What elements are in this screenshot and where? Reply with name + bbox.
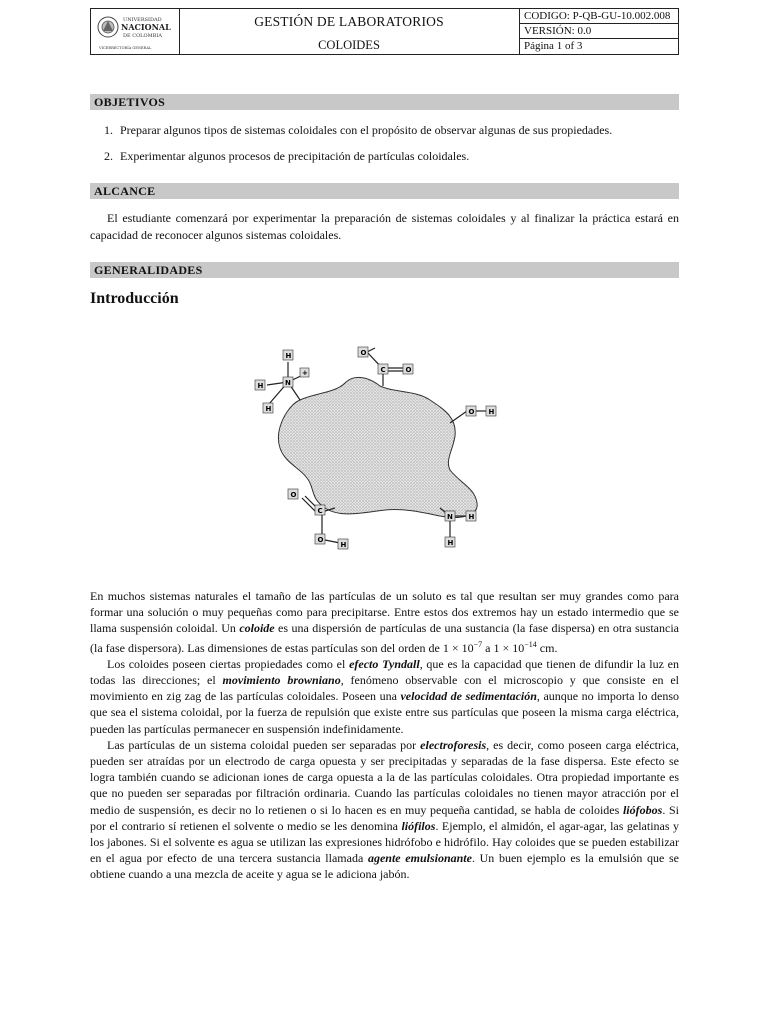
- svg-text:DE COLOMBIA: DE COLOMBIA: [123, 33, 162, 39]
- svg-text:O: O: [290, 491, 297, 499]
- document-header: [90, 8, 679, 55]
- svg-text:O: O: [468, 408, 475, 416]
- atom-o: [403, 364, 413, 374]
- atom-o: [315, 534, 325, 544]
- svg-text:O: O: [360, 349, 367, 357]
- atom-h: [283, 350, 293, 360]
- svg-text:N: N: [285, 379, 291, 387]
- svg-text:H: H: [257, 382, 264, 390]
- body-text: [90, 588, 679, 883]
- svg-text:C: C: [317, 507, 323, 515]
- svg-text:VICERRECTORÍA GENERAL: VICERRECTORÍA GENERAL: [99, 46, 152, 50]
- document-code: CODIGO: P-QB-GU-10.002.008: [519, 9, 678, 24]
- university-seal-icon: [91, 9, 179, 54]
- document-version: VERSIÓN: 0.0: [519, 24, 678, 39]
- paragraph: Las partículas de un sistema coloidal pueden ser separadas por electroforesis, es decir, como poseen carga eléctrica, pueden ser atraídas por un electrodo de carga opuesta y ser precipitadas y separadas de la fase dispersa. Este efecto se logra también cuando se adicionan iones de carga opuesta a la de las partículas coloidales. Otra propiedad importante es que no pueden ser separadas por filtración ordinaria. Cuando las partículas coloidales no tienen mayor atracción por el medio de suspensión, es decir no lo retienen o si lo hacen es en muy pequeña cantidad, se habla de coloides liófobos. Si por el contrario sí retienen el solvente o medio se les denomina liófilos. Ejemplo, el almidón, el agar-agar, las gelatinas y los jabones. Si el solvente es agua se utilizan las expresiones hidrófobo e hidrófilo. Hay coloides que se pueden estabilizar en el agua por efecto de una tercera sustancia llamada agente emulsionante. Un buen ejemplo es la emulsión que se obtiene cuando a una mezcla de aceite y agua se le adiciona jabón.: [90, 737, 679, 882]
- document-subtitle: COLOIDES: [318, 38, 380, 52]
- svg-text:H: H: [447, 539, 454, 547]
- atom-n: [445, 511, 455, 521]
- paragraph: En muchos sistemas naturales el tamaño de las partículas de un soluto es tal que resultan ser muy grandes como para formar una solución o muy pequeñas como para precipitarse. Entre estos dos extremos hay un estado intermedio que se llama suspensión coloidal. Un coloide es una dispersión de partículas de una sustancia (la fase dispersa) en otra sustancia (la fase dispersora). Las dimensiones de estas partículas son del orden de $1 \times 10^{-7}$ a $1 \times 10^{-14}$ cm.: [90, 589, 679, 655]
- section-alcance-header: ALCANCE: [90, 183, 679, 199]
- page-number: Página 1 of 3: [524, 40, 583, 52]
- atom-h: [338, 539, 348, 549]
- term-liofilos: liófilos: [401, 818, 436, 833]
- university-logo: [91, 9, 180, 54]
- atom-h: [263, 403, 273, 413]
- svg-text:N: N: [447, 513, 453, 521]
- document-title: GESTIÓN DE LABORATORIOS: [254, 14, 444, 29]
- list-text: Experimentar algunos procesos de precipitación de partículas coloidales.: [120, 149, 470, 163]
- svg-text:C: C: [380, 366, 386, 374]
- term-coloide: coloide: [239, 621, 275, 636]
- objective-item: [104, 148, 469, 164]
- term-liofobos: liófobos: [622, 802, 663, 817]
- atom-h: [466, 511, 476, 521]
- svg-text:H: H: [488, 408, 495, 416]
- svg-text:O: O: [317, 536, 324, 544]
- term-agente-emulsionante: agente emulsionante: [367, 851, 472, 866]
- svg-text:O: O: [405, 366, 412, 374]
- paragraph: Los coloides poseen ciertas propiedades como el efecto Tyndall, que es la capacidad que tienen de difundir la luz en todas las direcciones; el movimiento browniano, fenómeno observable con el microscopio y que consiste en el movimiento en zig zag de las partículas coloidales. Poseen una velocidad de sedimentación, aunque no importa lo denso que sea el sistema coloidal, por la fuerza de repulsión que existe entre sus partículas que poseen la misma carga eléctrica, pueden las partículas permanecer en suspensión indefinidamente.: [90, 656, 680, 736]
- svg-text:+: +: [302, 369, 308, 377]
- atom-h: [445, 537, 455, 547]
- section-generalidades-header: GENERALIDADES: [90, 262, 679, 278]
- term-efecto-tyndall: efecto Tyndall: [349, 656, 420, 671]
- subsection-title: Introducción: [90, 290, 179, 307]
- list-number: 1.: [104, 123, 113, 137]
- atom-c: [378, 364, 388, 374]
- section-objetivos-header: OBJETIVOS: [90, 94, 679, 110]
- atom-o: [466, 406, 476, 416]
- svg-text:H: H: [340, 541, 347, 549]
- atom-o: [288, 489, 298, 499]
- svg-text:H: H: [468, 513, 475, 521]
- svg-text:H: H: [265, 405, 272, 413]
- term-electroforesis: electroforesis: [420, 737, 487, 752]
- atom-o: [358, 347, 368, 357]
- alcance-paragraph: El estudiante comenzará por experimentar la preparación de sistemas coloidales y al finalizar la práctica estará en capacidad de reconocer algunos sistemas coloidales.: [90, 211, 679, 242]
- list-text: Preparar algunos tipos de sistemas coloidales con el propósito de observar algunas de sus propiedades.: [120, 123, 613, 137]
- svg-text:H: H: [285, 352, 292, 360]
- atom-n: [283, 377, 293, 387]
- term-movimiento-browniano: movimiento browniano: [222, 673, 341, 688]
- list-number: 2.: [104, 149, 113, 163]
- charge-plus: [300, 368, 309, 377]
- term-velocidad-sedimentacion: velocidad de sedimentación: [400, 689, 537, 704]
- svg-text:NACIONAL: NACIONAL: [121, 22, 171, 32]
- atom-h: [486, 406, 496, 416]
- atom-h: [255, 380, 265, 390]
- colloid-particle-figure: [245, 338, 515, 560]
- svg-text:UNIVERSIDAD: UNIVERSIDAD: [123, 17, 162, 23]
- particle-blob: [278, 377, 477, 517]
- atom-c: [315, 505, 325, 515]
- objective-item: [104, 122, 612, 138]
